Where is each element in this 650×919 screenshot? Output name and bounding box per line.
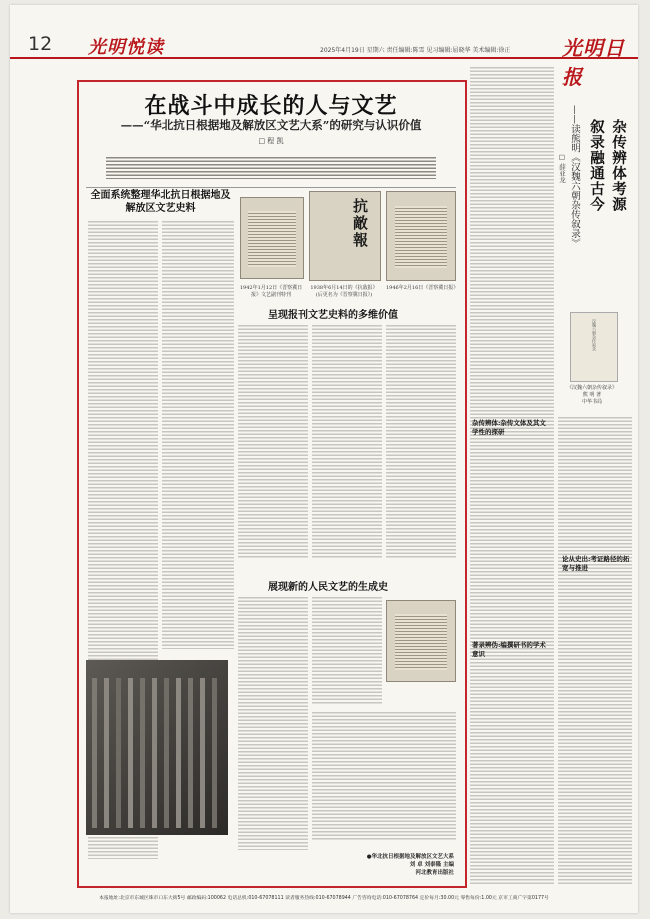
right-heading-2: 著录辨伪:编撰研书的学术意识 [472, 641, 546, 658]
book-info: ●华北抗日根据地及解放区文艺大系 刘 卓 刘泰隆 主编 河北教育出版社 [366, 854, 454, 876]
newspaper-image-3 [386, 191, 456, 281]
section-heading-3: 展现新的人民文艺的生成史 [268, 582, 388, 593]
right-subtitle: ——读熊明《汉魏六朝杂传叙录》 [569, 105, 580, 248]
body-text-column-7 [312, 595, 382, 705]
right-book-caption: 《汉魏六朝杂传叙录》 熊 明 著 中华书局 [566, 385, 617, 405]
right-text-column-1 [470, 65, 554, 885]
article-title: 在战斗中成长的人与文艺 [144, 93, 398, 119]
image-caption-3: 1946年2月16日《晋察冀日报》 [386, 285, 459, 291]
newspaper-image-4 [386, 600, 456, 682]
masthead-logo: 光明日报 [562, 36, 625, 89]
book-set-photo [86, 660, 228, 835]
page-header [10, 5, 638, 89]
newspaper-masthead: 抗敵報 [351, 198, 369, 249]
divider [86, 187, 456, 188]
body-text-column-4 [312, 323, 382, 559]
newspaper-image-1 [240, 197, 304, 279]
right-author: □ 薛亚龙 [558, 153, 566, 183]
article-author: □ 程 凯 [258, 137, 284, 145]
section-heading-2: 呈现报刊文艺史料的多维价值 [268, 310, 398, 321]
right-title-line-1: 杂传辨体考源 [610, 119, 627, 212]
page-footer: 本报地址:北京市东城区珠市口东大街5号 邮政编码:100062 电话总机:010-67078111 读者服务热线:010-67078944 广告咨询电话:010-67078764 定价每月:30.00元 零售每份:1.00元 京市工商广字第0177号 [99, 896, 549, 901]
section-title: 光明悦读 [88, 37, 164, 58]
edition-meta: 2025年4月19日 星期六 责任编辑:陈雪 见习编辑:屈晓华 美术编辑:徐正 [320, 47, 511, 54]
image-caption-1: 1942年1月12日《晋察冀日报》文艺副刊特刊 [239, 285, 303, 298]
article-subtitle: ——“华北抗日根据地及解放区文艺大系”的研究与认识价值 [120, 118, 422, 132]
body-text-column-2 [162, 219, 234, 649]
newspaper-image-2 [309, 191, 381, 281]
section-heading-1: 全面系统整理华北抗日根据地及解放区文艺史料 [90, 190, 231, 214]
page-number: 12 [28, 33, 53, 55]
right-book-cover: 汉魏六朝杂传叙录 [570, 312, 618, 382]
body-text-column-8 [312, 710, 456, 840]
right-text-column-2 [558, 415, 632, 885]
image-caption-2: 1938年6月14日的《抗敌报》(后更名为《晋察冀日报》) [310, 285, 378, 298]
body-text-column-5 [386, 323, 456, 559]
body-text-column-6 [238, 595, 308, 850]
right-title-line-2: 叙录融通古今 [588, 119, 605, 212]
right-heading-1: 杂传辨体:杂传文体及其文学性的探研 [472, 419, 546, 436]
article-lede [106, 155, 436, 179]
right-heading-3: 论从史出:考证路径的拓宽与推进 [562, 555, 630, 572]
newspaper-page [10, 5, 638, 913]
body-text-column-3 [238, 323, 308, 559]
